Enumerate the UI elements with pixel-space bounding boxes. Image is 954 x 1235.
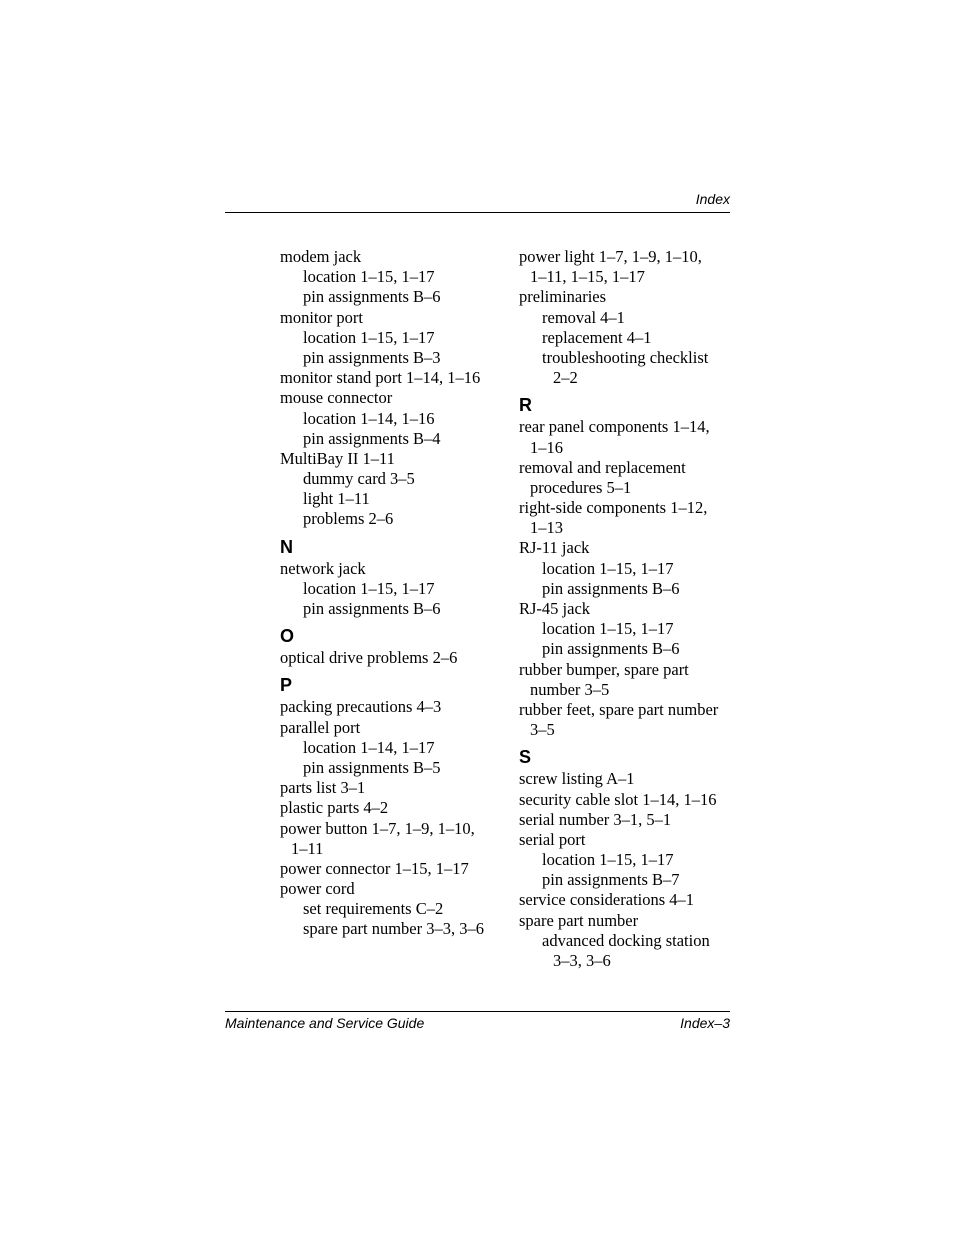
index-subentry: troubleshooting checklist bbox=[542, 347, 709, 367]
page-footer bbox=[225, 1011, 730, 1036]
index-entry: network jack bbox=[280, 558, 366, 578]
index-entry: parallel port bbox=[280, 717, 361, 737]
index-subentry: 3–3, 3–6 bbox=[553, 951, 611, 970]
index-section-letter: P bbox=[280, 675, 293, 696]
page-header bbox=[225, 190, 730, 213]
index-entry: security cable slot 1–14, 1–16 bbox=[519, 789, 717, 809]
index-entry: monitor port bbox=[280, 307, 363, 327]
index-entry: rubber bumper, spare part bbox=[519, 659, 689, 679]
index-subentry: location 1–15, 1–17 bbox=[303, 327, 435, 347]
index-entry: RJ-11 jack bbox=[519, 538, 590, 558]
index-subentry: pin assignments B–6 bbox=[542, 578, 680, 598]
index-entry: MultiBay II 1–11 bbox=[280, 448, 395, 468]
index-subentry: set requirements C–2 bbox=[303, 899, 444, 919]
index-subentry: light 1–11 bbox=[303, 489, 370, 509]
footer-page-number: Index–3 bbox=[680, 1015, 730, 1031]
index-section-letter: N bbox=[280, 536, 293, 557]
index-subentry: location 1–15, 1–17 bbox=[303, 578, 435, 598]
index-subentry: pin assignments B–4 bbox=[303, 428, 441, 448]
index-subentry: pin assignments B–6 bbox=[303, 287, 441, 307]
index-entry: number 3–5 bbox=[530, 679, 610, 699]
index-subentry: location 1–14, 1–16 bbox=[303, 408, 435, 428]
index-entry: 1–11 bbox=[291, 838, 324, 858]
index-entry: procedures 5–1 bbox=[530, 477, 632, 497]
index-subentry: location 1–15, 1–17 bbox=[303, 267, 435, 287]
index-subentry: advanced docking station bbox=[542, 930, 710, 950]
index-entry: spare part number bbox=[519, 910, 639, 930]
index-subentry: pin assignments B–3 bbox=[303, 347, 441, 367]
index-subentry: removal 4–1 bbox=[542, 307, 625, 327]
index-entry: power button 1–7, 1–9, 1–10, bbox=[280, 818, 475, 838]
index-subentry: dummy card 3–5 bbox=[303, 469, 415, 489]
index-subentry: spare part number 3–3, 3–6 bbox=[303, 919, 484, 939]
index-entry: service considerations 4–1 bbox=[519, 890, 695, 910]
index-entry: mouse connector bbox=[280, 388, 393, 408]
index-section-letter: R bbox=[519, 395, 532, 416]
index-entry: RJ-45 jack bbox=[519, 599, 591, 618]
index-column-left bbox=[280, 247, 505, 940]
index-subentry: location 1–15, 1–17 bbox=[542, 619, 674, 639]
index-subentry: pin assignments B–6 bbox=[303, 599, 441, 618]
index-entry: rear panel components 1–14, bbox=[519, 417, 710, 437]
index-subentry: pin assignments B–7 bbox=[542, 870, 680, 890]
index-entry: optical drive problems 2–6 bbox=[280, 648, 458, 668]
index-subentry: 2–2 bbox=[553, 368, 578, 388]
index-entry: right-side components 1–12, bbox=[519, 498, 708, 518]
index-entry: 3–5 bbox=[530, 720, 555, 740]
index-entry: 1–13 bbox=[530, 518, 563, 538]
index-entry: parts list 3–1 bbox=[280, 778, 366, 798]
index-entry: packing precautions 4–3 bbox=[280, 697, 442, 717]
index-entry: 1–16 bbox=[530, 437, 563, 457]
index-entry: serial number 3–1, 5–1 bbox=[519, 809, 672, 829]
index-entry: serial port bbox=[519, 829, 586, 849]
index-entry: power light 1–7, 1–9, 1–10, bbox=[519, 247, 702, 266]
index-subentry: location 1–15, 1–17 bbox=[542, 558, 674, 578]
index-entry: preliminaries bbox=[519, 287, 607, 307]
index-entry: screw listing A–1 bbox=[519, 769, 635, 789]
index-entry: 1–11, 1–15, 1–17 bbox=[530, 267, 645, 287]
index-subentry: pin assignments B–5 bbox=[303, 757, 441, 777]
index-subentry: replacement 4–1 bbox=[542, 327, 652, 347]
index-entry: removal and replacement bbox=[519, 457, 686, 477]
index-entry: plastic parts 4–2 bbox=[280, 798, 389, 818]
header-title: Index bbox=[695, 191, 730, 207]
index-subentry: pin assignments B–6 bbox=[542, 639, 680, 659]
index-subentry: location 1–14, 1–17 bbox=[303, 737, 435, 757]
index-entry: modem jack bbox=[280, 247, 362, 266]
index-section-letter: S bbox=[519, 747, 532, 768]
index-entry: power cord bbox=[280, 879, 355, 899]
index-entry: power connector 1–15, 1–17 bbox=[280, 858, 469, 878]
index-column-right bbox=[519, 247, 734, 971]
footer-guide-title: Maintenance and Service Guide bbox=[225, 1015, 425, 1031]
index-subentry: location 1–15, 1–17 bbox=[542, 850, 674, 870]
index-entry: monitor stand port 1–14, 1–16 bbox=[280, 368, 481, 388]
index-section-letter: O bbox=[280, 626, 295, 647]
index-entry: rubber feet, spare part number bbox=[519, 699, 719, 719]
index-subentry: problems 2–6 bbox=[303, 509, 394, 529]
